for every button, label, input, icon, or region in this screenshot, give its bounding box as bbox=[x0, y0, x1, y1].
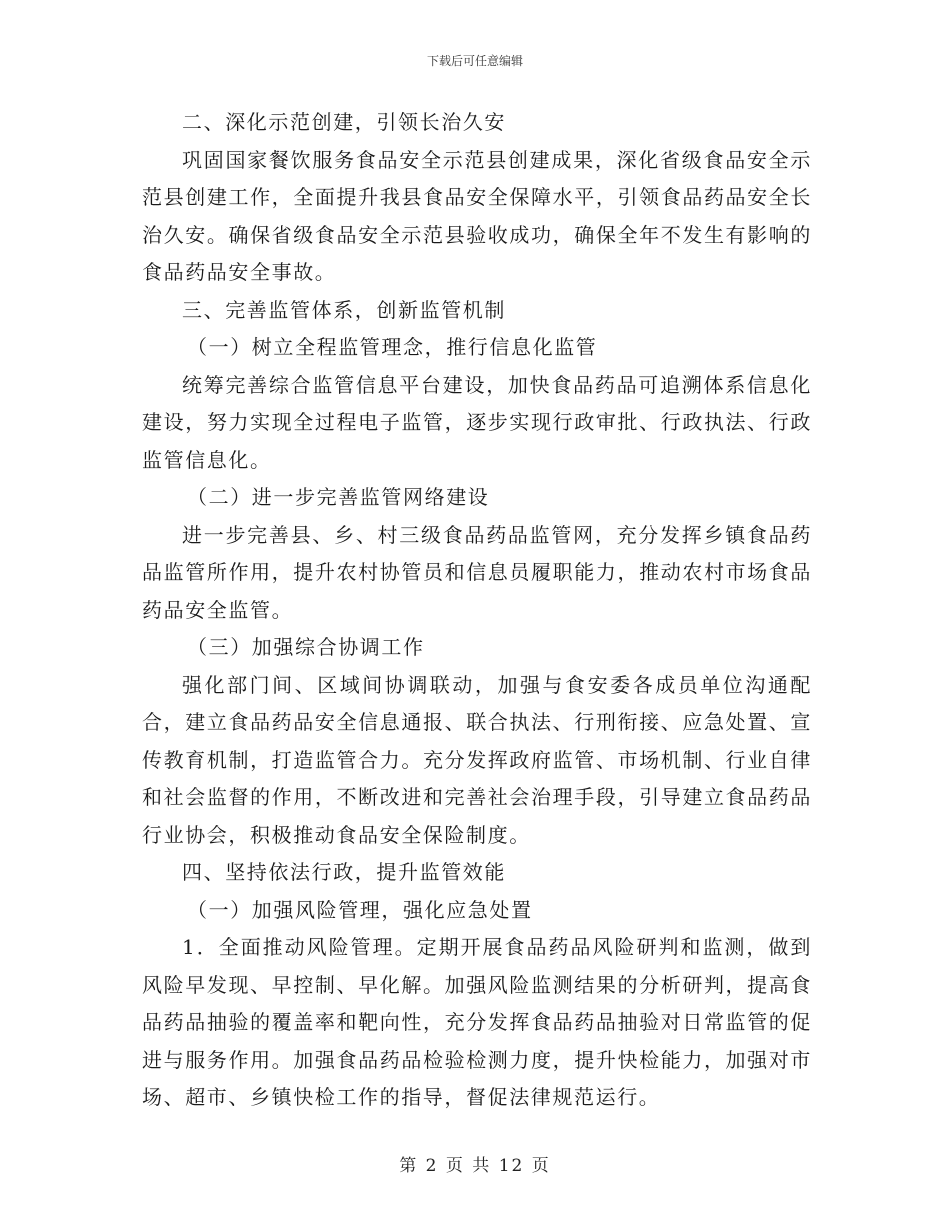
section-heading: 三、完善监管体系，创新监管机制 bbox=[182, 297, 506, 322]
subsection-heading: （三）加强综合协调工作 bbox=[187, 635, 425, 659]
body-paragraph: 巩固国家餐饮服务食品安全示范县创建成果，深化省级食品安全示范县创建工作，全面提升我县食品安全保障水平，引领食品药品安全长治久安。确保省级食品安全示范县验收成功，确保全年不发生有影响的食品药品安全事故。 bbox=[142, 147, 812, 284]
section-heading: 二、深化示范创建，引领长治久安 bbox=[182, 110, 506, 134]
page-number-footer: 第 2 页 共 12 页 bbox=[399, 1156, 551, 1176]
body-paragraph: 强化部门间、区域间协调联动，加强与食安委各成员单位沟通配合，建立食品药品安全信息通报、联合执法、行刑衔接、应急处置、宣传教育机制，打造监管合力。充分发挥政府监管、市场机制、行业自律和社会监督的作用，不断改进和完善社会治理手段，引导建立食品药品行业协会，积极推动食品安全保险制度。 bbox=[142, 672, 812, 847]
subsection-heading: （一）加强风险管理，强化应急处置 bbox=[187, 897, 533, 922]
page-header: 下载后可任意编辑 bbox=[426, 54, 523, 68]
body-paragraph: 1．全面推动风险管理。定期开展食品药品风险研判和监测，做到风险早发现、早控制、早化解。加强风险监测结果的分析研判，提高食品药品抽验的覆盖率和靶向性，充分发挥食品药品抽验对日常监管的促进与服务作用。加强食品药品检验检测力度，提升快检能力，加强对市场、超市、乡镇快检工作的指导，督促法律规范运行。 bbox=[142, 935, 812, 1109]
body-paragraph: 统筹完善综合监管信息平台建设，加快食品药品可追溯体系信息化建设，努力实现全过程电子监管，逐步实现行政审批、行政执法、行政监管信息化。 bbox=[142, 372, 812, 472]
subsection-heading: （二）进一步完善监管网络建设 bbox=[187, 485, 490, 509]
section-heading: 四、坚持依法行政，提升监管效能 bbox=[182, 860, 506, 884]
body-paragraph: 进一步完善县、乡、村三级食品药品监管网，充分发挥乡镇食品药品监管所作用，提升农村协管员和信息员履职能力，推动农村市场食品药品安全监管。 bbox=[142, 522, 812, 622]
document-body bbox=[142, 104, 812, 1117]
subsection-heading: （一）树立全程监管理念，推行信息化监管 bbox=[187, 335, 598, 359]
